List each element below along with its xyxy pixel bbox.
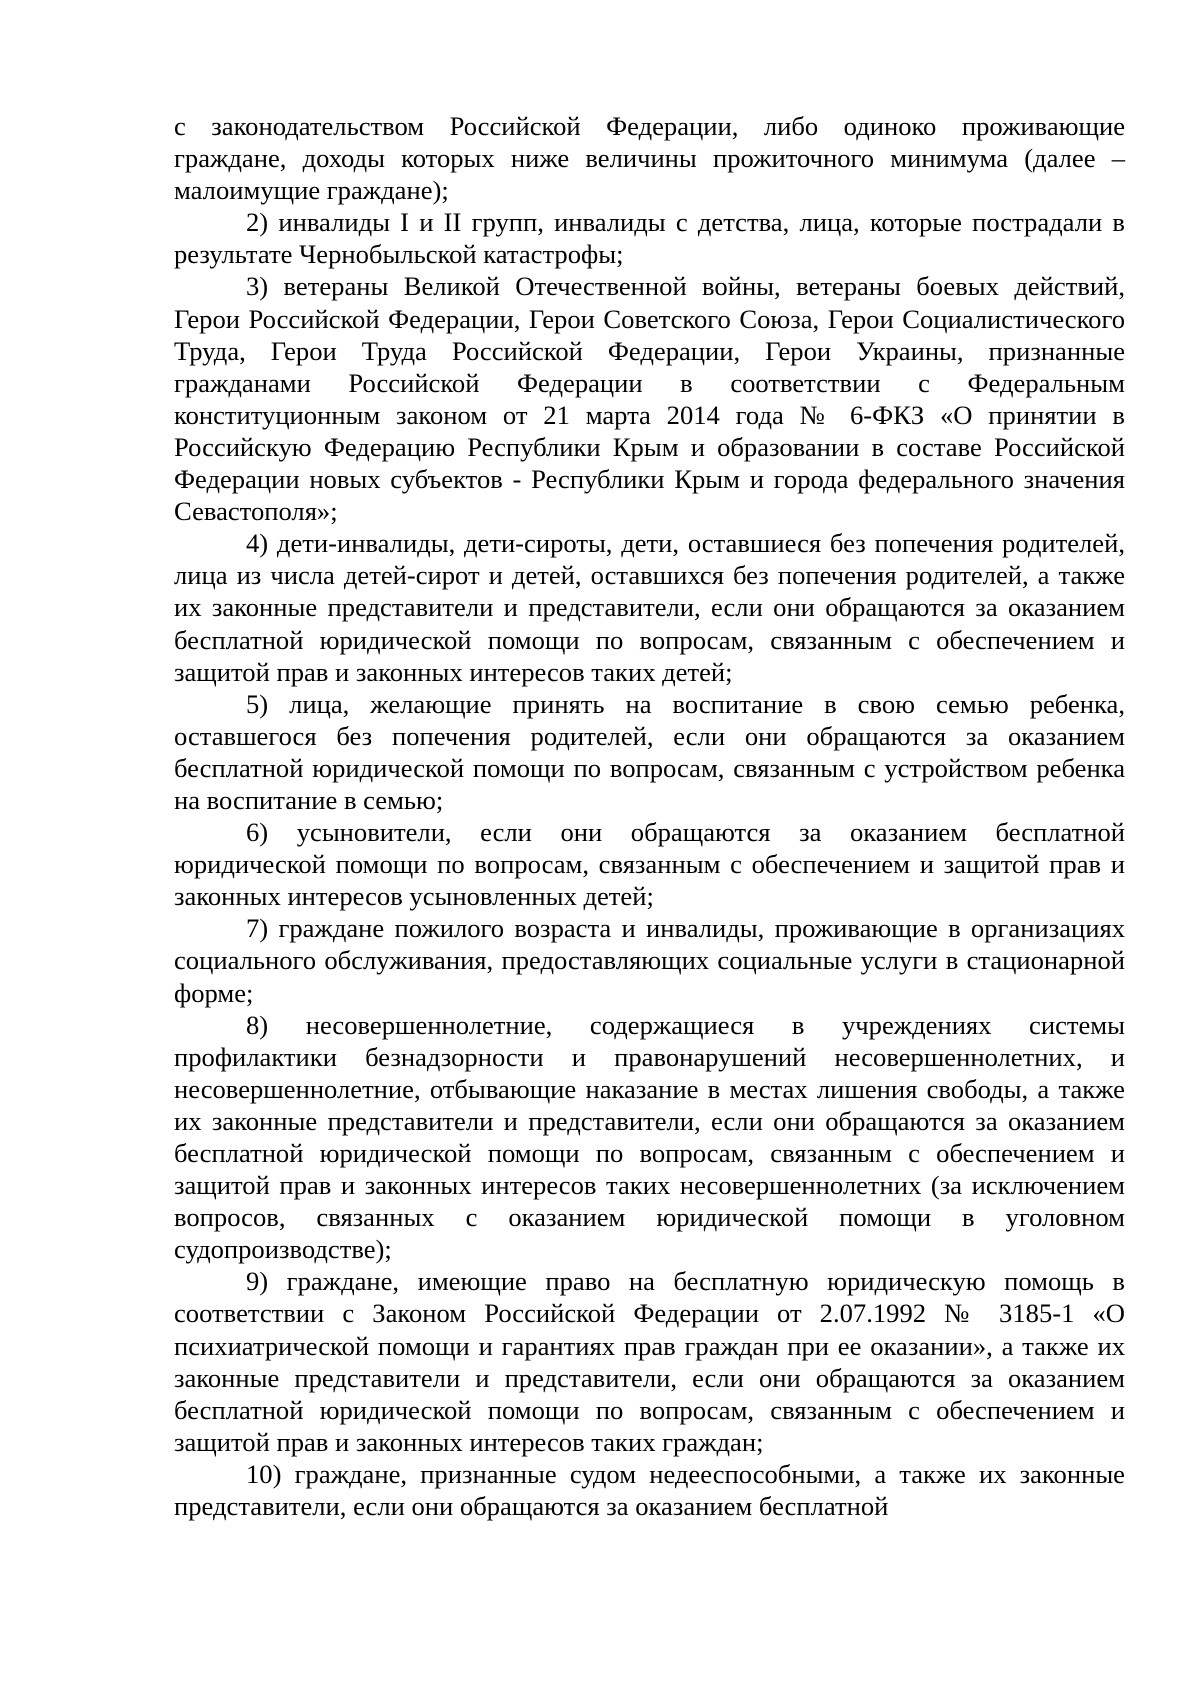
paragraph-continuation: с законодательством Российской Федерации, либо одиноко проживающие граждане, доходы которых ниже величины прожиточного минимума (далее – малоимущие граждане); [174,111,1125,206]
paragraph-item-3: 3) ветераны Великой Отечественной войны, ветераны боевых действий, Герои Российской Федерации, Герои Советского Союза, Герои Социалистического Труда, Герои Труда Российской Федерации, Герои Украины, признанные гражданами Российской Федерации в соответствии с Федеральным конституционным законом от 21 марта 2014 года № 6-ФКЗ «О принятии в Российскую Федерацию Республики Крым и образовании в составе Российской Федерации новых субъектов - Республики Крым и города федерального значения Севастополя»; [174,271,1125,527]
paragraph-item-6: 6) усыновители, если они обращаются за оказанием бесплатной юридической помощи по вопросам, связанным с обеспечением и защитой прав и законных интересов усыновленных детей; [174,817,1125,912]
paragraph-item-10: 10) граждане, признанные судом недееспособными, а также их законные представители, если они обращаются за оказанием бесплатной [174,1458,1125,1522]
paragraph-item-8: 8) несовершеннолетние, содержащиеся в учреждениях системы профилактики безнадзорности и правонарушений несовершеннолетних, и несовершеннолетние, отбывающие наказание в местах лишения свободы, а также их законные представители и представители, если они обращаются за оказанием бесплатной юридической помощи по вопросам, связанным с обеспечением и защитой прав и законных интересов таких несовершеннолетних (за исключением вопросов, связанных с оказанием юридической помощи в уголовном судопроизводстве); [174,1009,1125,1265]
paragraph-item-9: 9) граждане, имеющие право на бесплатную юридическую помощь в соответствии с Законом Российской Федерации от 2.07.1992 № 3185-1 «О психиатрической помощи и гарантиях прав граждан при ее оказании», а также их законные представители и представители, если они обращаются за оказанием бесплатной юридической помощи по вопросам, связанным с обеспечением и защитой прав и законных интересов таких граждан; [174,1266,1125,1457]
paragraph-item-5: 5) лица, желающие принять на воспитание в свою семью ребенка, оставшегося без попечения родителей, если они обращаются за оказанием бесплатной юридической помощи по вопросам, связанным с устройством ребенка на воспитание в семью; [174,688,1125,815]
paragraph-item-2: 2) инвалиды I и II групп, инвалиды с детства, лица, которые пострадали в результате Чернобыльской катастрофы; [174,207,1125,270]
document-body [174,110,1125,1522]
paragraph-item-7: 7) граждане пожилого возраста и инвалиды, проживающие в организациях социального обслуживания, предоставляющих социальные услуги в стационарной форме; [174,913,1125,1008]
paragraph-item-4: 4) дети-инвалиды, дети-сироты, дети, оставшиеся без попечения родителей, лица из числа детей-сирот и детей, оставшихся без попечения родителей, а также их законные представители и представители, если они обращаются за оказанием бесплатной юридической помощи по вопросам, связанным с обеспечением и защитой прав и законных интересов таких детей; [174,528,1125,687]
